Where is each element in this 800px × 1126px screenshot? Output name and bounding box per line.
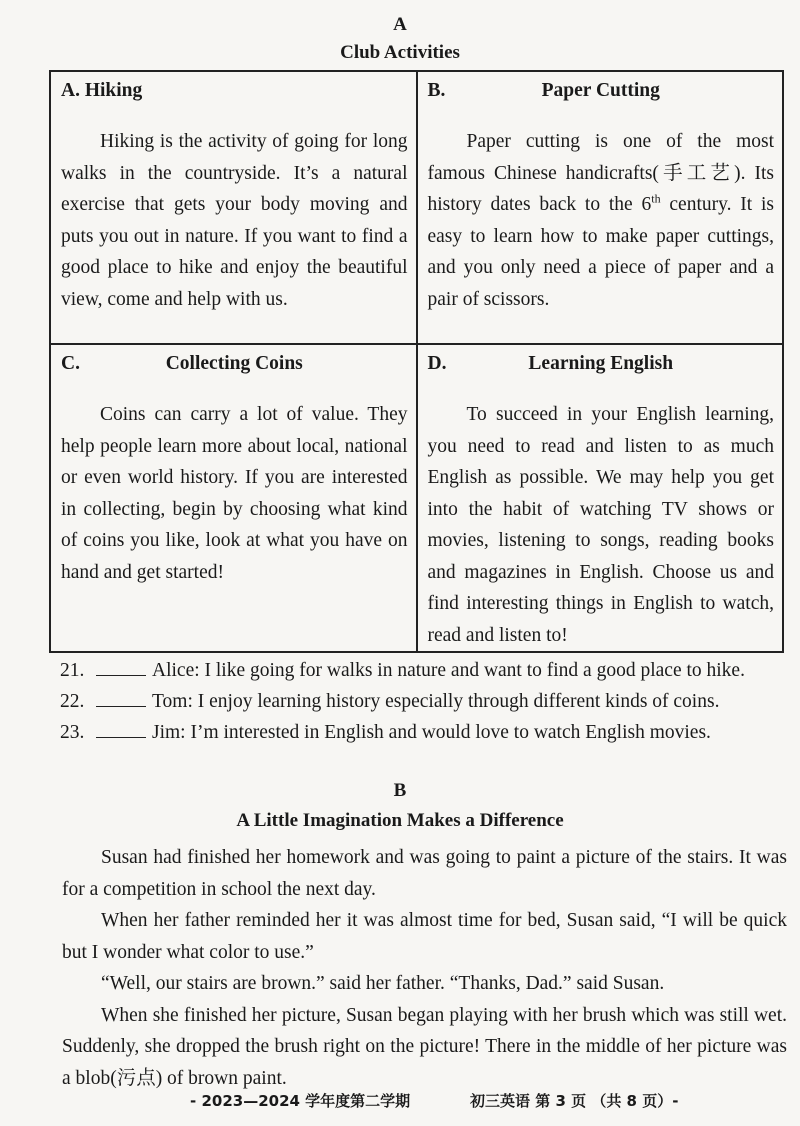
club-description-hiking: Hiking is the activity of going for long walks in the countryside. It’s a natural exercise that gets your body moving and puts you out in nature. If you want to find a good place to hike and enjoy the beautiful view, come and help with us.	[61, 131, 408, 310]
section-a-title: Club Activities	[340, 42, 460, 63]
club-activities-table	[49, 70, 784, 653]
question-row	[60, 717, 790, 748]
question-row	[60, 655, 790, 686]
club-name-paper-cutting: Paper Cutting	[541, 80, 660, 101]
club-heading	[61, 76, 408, 106]
club-letter: B.	[427, 80, 446, 101]
story-paragraph: “Well, our stairs are brown.” said her father. “Thanks, Dad.” said Susan.	[101, 973, 665, 994]
club-cell-hiking	[50, 71, 417, 344]
club-cell-collecting-coins	[50, 344, 417, 652]
club-description-paper-cutting: Paper cutting is one of the most famous Chinese handicrafts(手工艺). Its history dates back to the 6th century. It is easy to learn how to make paper cuttings, and you only need a piece of paper and a pair of scissors.	[427, 131, 774, 310]
question-list	[60, 655, 790, 748]
answer-blank	[96, 655, 146, 676]
club-heading	[428, 76, 775, 106]
club-name-collecting-coins: Collecting Coins	[165, 353, 303, 374]
question-number: 21.	[60, 660, 85, 681]
club-letter: C.	[61, 353, 80, 374]
story-paragraph: Susan had finished her homework and was going to paint a picture of the stairs. It was for a competition in school the next day.	[62, 847, 787, 900]
question-text: Tom: I enjoy learning history especially through different kinds of coins.	[152, 691, 720, 712]
club-name-hiking: A. Hiking	[61, 80, 143, 101]
section-a-letter: A	[393, 14, 407, 35]
answer-blank	[96, 686, 146, 707]
story-paragraph: When she finished her picture, Susan began playing with her brush which was still wet. Suddenly, she dropped the brush right on the picture! There in the middle of her picture was a blob(污点) of brown paint.	[62, 1004, 787, 1089]
question-number: 23.	[60, 722, 85, 743]
story-paragraph: When her father reminded her it was almost time for bed, Susan said, “I will be quick but I wonder what color to use.”	[62, 910, 787, 963]
club-heading	[428, 349, 775, 379]
club-letter: D.	[427, 353, 447, 374]
club-cell-learning-english	[417, 344, 784, 652]
question-number: 22.	[60, 691, 85, 712]
club-cell-paper-cutting	[417, 71, 784, 344]
club-name-learning-english: Learning English	[528, 353, 674, 374]
club-heading	[61, 349, 408, 379]
footer-term: - 2023—2024 学年度第二学期	[190, 1092, 411, 1110]
section-b-title: A Little Imagination Makes a Difference	[236, 810, 564, 831]
question-row	[60, 686, 790, 717]
question-text: Jim: I’m interested in English and would love to watch English movies.	[152, 722, 711, 743]
footer-page-number: 初三英语 第 3 页 （共 8 页）-	[470, 1092, 679, 1110]
question-text: Alice: I like going for walks in nature and want to find a good place to hike.	[152, 660, 745, 681]
story-text	[62, 842, 787, 1094]
answer-blank	[96, 717, 146, 738]
section-b-letter: B	[393, 780, 407, 801]
club-description-collecting-coins: Coins can carry a lot of value. They help people learn more about local, national or even world history. If you are interested in collecting, begin by choosing what kind of coins you like, look at what you have on hand and get started!	[61, 404, 408, 583]
club-description-learning-english: To succeed in your English learning, you need to read and listen to as much English as possible. We may help you get into the habit of watching TV shows or movies, listening to songs, reading books and magazines in English. Choose us and find interesting things in English to watch, read and listen to!	[427, 404, 774, 646]
